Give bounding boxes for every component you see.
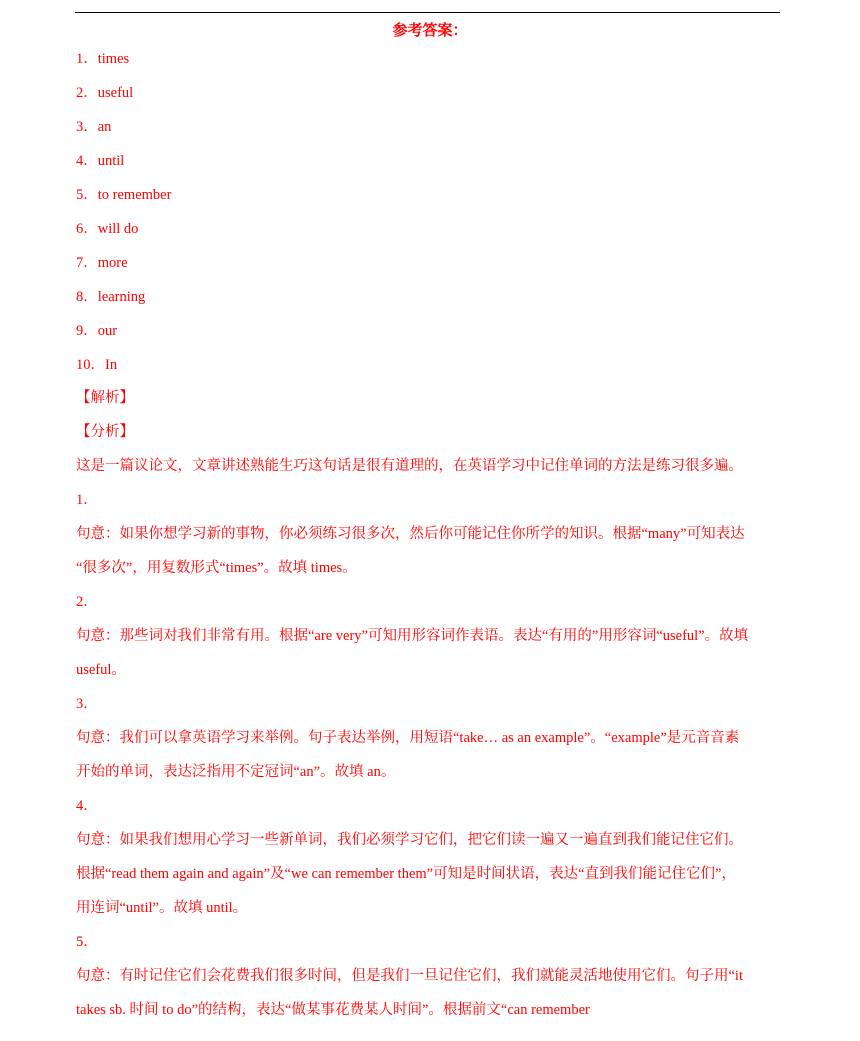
explanation-line: useful。 bbox=[76, 662, 126, 678]
explanation-line: 句意：我们可以拿英语学习来举例。句子表达举例，用短语“take… as an example”。“example”是元音音素 bbox=[76, 730, 740, 746]
explanation-number: 5． bbox=[76, 934, 98, 950]
answer-item: 8．learning bbox=[76, 289, 146, 305]
answer-list bbox=[76, 48, 796, 388]
explanation-line: 根据“read them again and again”及“we can remember them”可知是时间状语，表达“直到我们能记住它们”， bbox=[76, 866, 736, 882]
section-heading-jiexi: 【解析】 bbox=[76, 390, 134, 406]
section-heading-fenxi: 【分析】 bbox=[76, 424, 134, 440]
explanation-line: “很多次”，用复数形式“times”。故填 times。 bbox=[76, 560, 357, 576]
answer-item: 9．our bbox=[76, 323, 118, 339]
explanation-number: 2． bbox=[76, 594, 98, 610]
answer-item: 6．will do bbox=[76, 221, 139, 237]
header-rule bbox=[75, 12, 780, 13]
explanation-line: 开始的单词，表达泛指用不定冠词“an”。故填 an。 bbox=[76, 764, 396, 780]
explanation-line: takes sb. 时间 to do”的结构，表达“做某事花费某人时间”。根据前文“can remember bbox=[76, 1002, 590, 1018]
summary-paragraph: 这是一篇议论文，文章讲述熟能生巧这句话是很有道理的，在英语学习中记住单词的方法是练习很多遍。 bbox=[76, 458, 743, 474]
answer-item: 7．more bbox=[76, 255, 128, 271]
explanation-number: 4． bbox=[76, 798, 98, 814]
answer-item: 3．an bbox=[76, 119, 112, 135]
page-title: 参考答案： bbox=[392, 23, 468, 39]
answer-item: 4．until bbox=[76, 153, 125, 169]
explanation-number: 3． bbox=[76, 696, 98, 712]
explanation-line: 句意：如果你想学习新的事物，你必须练习很多次，然后你可能记住你所学的知识。根据“many”可知表达 bbox=[76, 526, 745, 542]
explanation-line: 句意：那些词对我们非常有用。根据“are very”可知用形容词作表语。表达“有用的”用形容词“useful”。故填 bbox=[76, 628, 749, 644]
explanation-number: 1． bbox=[76, 492, 98, 508]
answer-item: 2．useful bbox=[76, 85, 134, 101]
answer-item: 10．In bbox=[76, 357, 118, 373]
explanation-line: 句意：有时记住它们会花费我们很多时间，但是我们一旦记住它们，我们就能灵活地使用它们。句子用“it bbox=[76, 968, 743, 984]
explanation-line: 用连词“until”。故填 until。 bbox=[76, 900, 248, 916]
explanation-line: 句意：如果我们想用心学习一些新单词，我们必须学习它们，把它们读一遍又一遍直到我们能记住它们。 bbox=[76, 832, 743, 848]
answer-item: 5．to remember bbox=[76, 187, 172, 203]
explanation-section bbox=[76, 387, 796, 1033]
answer-item: 1．times bbox=[76, 51, 130, 67]
